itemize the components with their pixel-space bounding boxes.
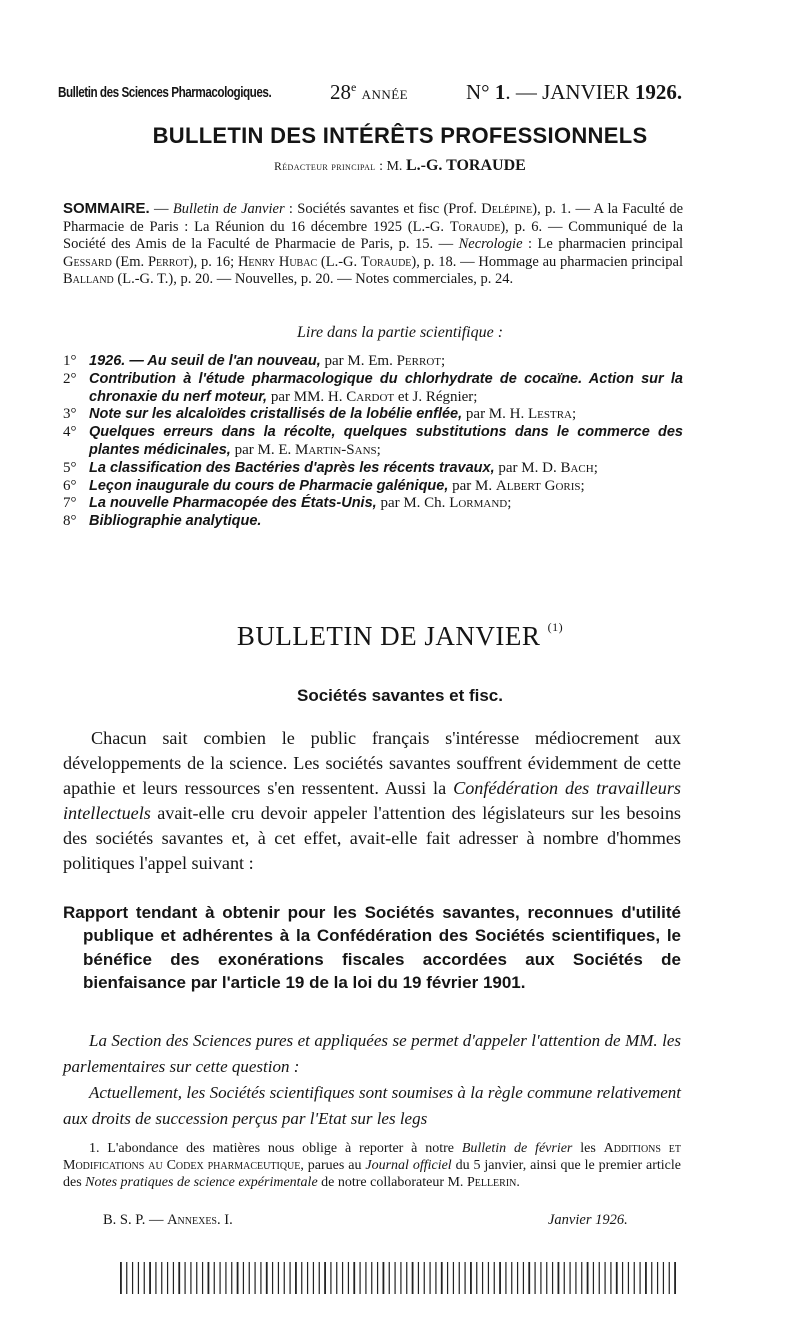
item-title: Quelques erreurs dans la récolte, quelques substitutions dans le commerce des plantes médicinales,: [89, 424, 683, 458]
footnote-text: de notre collaborateur M.: [317, 1175, 467, 1190]
barcode-bar: [173, 1262, 174, 1294]
barcode-bar: [214, 1262, 215, 1294]
footnote-smallcaps: Additions et Modifications au Codex pharmaceutique: [63, 1141, 682, 1173]
barcode-bar: [400, 1262, 401, 1294]
sommaire-author: Toraude: [449, 218, 501, 235]
sommaire-author: Perrot: [147, 253, 189, 270]
barcode-bar: [534, 1262, 535, 1294]
subsection-title: Sociétés savantes et fisc.: [296, 686, 503, 705]
barcode-bar: [476, 1262, 477, 1294]
sommaire-text: —: [149, 201, 173, 217]
sommaire-text: ), p. 6. — Communiqué de la Société des Amis de la Faculté de Pharmacie de Paris, p. 15. —: [63, 218, 683, 253]
paragraph-text: Chacun sait combien le public français s'intéresse médiocrement aux développements de la science. Les sociétés savantes souffrent évidemment de cette apathie et leurs ressources s'en ressentent. Aussi la: [63, 728, 681, 798]
item-title: Note sur les alcaloïdes cristallisés de la lobélie enflée,: [89, 406, 463, 423]
footnote-smallcaps: Pellerin: [466, 1175, 517, 1190]
barcode-bar: [260, 1262, 261, 1294]
issue-label: [466, 80, 682, 105]
barcode-bar: [359, 1262, 360, 1294]
barcode-bar: [663, 1262, 664, 1294]
barcode-bar: [488, 1262, 489, 1294]
barcode-bar: [435, 1262, 436, 1294]
footnote-text: 1. L'abondance des matières nous oblige à reporter à notre: [89, 1141, 462, 1156]
barcode-bar: [278, 1262, 279, 1294]
barcode-bar: [243, 1262, 244, 1294]
year-suffix: e: [351, 80, 357, 94]
item-end: ;: [441, 353, 446, 369]
editor-separator: : M.: [375, 159, 406, 174]
year-word: ANNÉE: [361, 87, 409, 102]
barcode-bar: [470, 1262, 472, 1294]
sommaire-author: Delépine: [481, 201, 533, 217]
item-byline: par M. Ch.: [376, 495, 450, 512]
barcode-bar: [353, 1262, 355, 1294]
barcode-bar: [249, 1262, 250, 1294]
section-title: [0, 620, 800, 652]
sommaire-text: : Sociétés savantes et fisc (Prof.: [284, 201, 482, 217]
barcode-bar: [657, 1262, 658, 1294]
barcode-bar: [406, 1262, 407, 1294]
barcode-bar: [418, 1262, 419, 1294]
barcode-bar: [284, 1262, 285, 1294]
barcode-bar: [599, 1262, 600, 1294]
barcode-bar: [482, 1262, 483, 1294]
barcode-bar: [272, 1262, 273, 1294]
item-byline: par MM. H.: [267, 388, 347, 405]
issue-number: 1: [494, 80, 506, 104]
footer-text: . I.: [217, 1212, 233, 1228]
barcode-bar: [651, 1262, 652, 1294]
item-title: La nouvelle Pharmacopée des États-Unis,: [89, 495, 377, 512]
year-number: 28: [330, 80, 351, 104]
sommaire-text: ), p. 1. — A la Faculté de Pharmacie de Paris : La Réunion du 16 décembre 1925 (L.-G.: [63, 201, 684, 235]
editor-line: [0, 157, 800, 175]
barcode-bar: [587, 1262, 589, 1294]
sommaire-text: (L.-G. T.), p. 20. — Nouvelles, p. 20. — Notes commerciales, p. 24.: [113, 271, 514, 288]
item-number: 4°: [63, 424, 77, 441]
issue-date: . — JANVIER: [505, 80, 635, 104]
sommaire-text: : Le pharmacien principal: [522, 236, 683, 253]
list-item: [63, 460, 683, 478]
barcode-bar: [202, 1262, 203, 1294]
barcode-bar: [593, 1262, 594, 1294]
sommaire-text: ), p. 16;: [188, 253, 238, 270]
list-item: [63, 424, 683, 460]
item-author: Lestra: [527, 406, 572, 423]
item-byline: par M.: [448, 477, 496, 494]
barcode-bar: [348, 1262, 349, 1294]
item-title: La classification des Bactéries d'après les récents travaux,: [89, 459, 495, 476]
editor-name: L.-G. TORAUDE: [405, 157, 526, 174]
barcode-bar: [295, 1262, 297, 1294]
barcode-bar: [441, 1262, 443, 1294]
barcode-bar: [575, 1262, 576, 1294]
item-end: ;: [376, 441, 381, 458]
barcode-bar: [144, 1262, 145, 1294]
footnote-text: .: [516, 1175, 520, 1190]
barcode-bar: [138, 1262, 139, 1294]
item-author: Bach: [560, 459, 594, 476]
item-number: 6°: [63, 477, 77, 494]
item-number: 3°: [63, 406, 77, 423]
barcode-bar: [313, 1262, 314, 1294]
sommaire-italic: Necrologie: [458, 236, 523, 253]
list-item: [63, 513, 683, 531]
barcode-bar: [132, 1262, 133, 1294]
barcode-bar: [371, 1262, 372, 1294]
item-title: 1926. — Au seuil de l'an nouveau,: [89, 353, 321, 369]
footnote-text: du 5 janvier, ainsi que le premier article des: [63, 1158, 681, 1190]
list-item: [63, 371, 683, 407]
item-number: 5°: [63, 459, 77, 476]
item-byline: par M. E.: [230, 441, 295, 458]
item-title: Contribution à l'étude pharmacologique du chlorhydrate de cocaïne. Action sur la chronaxie du nerf moteur,: [89, 370, 683, 405]
barcode-bar: [196, 1262, 197, 1294]
page-footer-right: Janvier 1926.: [548, 1212, 628, 1228]
barcode-bar: [558, 1262, 560, 1294]
barcode-bar: [301, 1262, 302, 1294]
item-number: 1°: [63, 353, 77, 369]
item-end: ;: [571, 406, 577, 423]
footnote-italic: Bulletin de février: [461, 1141, 573, 1156]
barcode-bar: [225, 1262, 226, 1294]
item-number: 8°: [63, 513, 77, 530]
footnote-text: les: [572, 1141, 604, 1156]
barcode-bar: [540, 1262, 541, 1294]
footnote-italic: Journal officiel: [365, 1158, 452, 1173]
list-item: [63, 478, 683, 496]
body-paragraph: [63, 726, 681, 876]
item-end: ;: [507, 495, 512, 512]
footer-smallcaps: Annexes: [167, 1212, 217, 1228]
barcode-bar: [447, 1262, 448, 1294]
page-footer-left: [103, 1212, 233, 1229]
barcode-bar: [219, 1262, 220, 1294]
barcode-bar: [394, 1262, 395, 1294]
barcode-bar: [511, 1262, 512, 1294]
journal-running-title: Bulletin des Sciences Pharmacologiques.: [58, 84, 272, 101]
item-end: ;: [580, 477, 585, 494]
sommaire: [63, 200, 683, 289]
issue-year: 1926.: [634, 80, 683, 104]
barcode-bar: [639, 1262, 640, 1294]
item-number: 2°: [63, 370, 77, 387]
item-author: Martin-Sans: [295, 441, 377, 458]
sommaire-text: (L.-G.: [317, 253, 361, 270]
item-byline: par M. Em.: [320, 353, 397, 369]
barcode-bar: [126, 1262, 127, 1294]
paragraph-text: , les Sociétés scientifiques sont soumises à la règle commune relativement aux droits de succession perçus par l'Etat sur les legs: [63, 1083, 681, 1128]
item-author: Albert Goris: [495, 477, 581, 494]
barcode-bar: [616, 1262, 618, 1294]
barcode-bar: [528, 1262, 530, 1294]
rapport-heading: Rapport tendant à obtenir pour les Sociétés savantes, reconnues d'utilité publique et adhérentes à la Confédération des Sociétés scientifiques, le bénéfice des exonérations fiscales accordées aux Sociétés de bienfaisance par l'article 19 de la loi du 19 février 1901.: [63, 903, 681, 993]
barcode-bar: [389, 1262, 390, 1294]
barcode-bar: [336, 1262, 337, 1294]
barcode-bar: [494, 1262, 495, 1294]
sommaire-italic: Bulletin de Janvier: [172, 201, 285, 217]
barcode-bar: [552, 1262, 553, 1294]
item-byline: par M. H.: [462, 406, 528, 423]
barcode-bar: [669, 1262, 670, 1294]
barcode-bar: [628, 1262, 629, 1294]
footnote: [63, 1140, 681, 1191]
barcode-bar: [184, 1262, 185, 1294]
item-title: Bibliographie analytique.: [89, 513, 262, 530]
barcode-bar: [464, 1262, 465, 1294]
barcode-bar: [307, 1262, 308, 1294]
paragraph-text: La Section des Sciences pures et appliquées se permet d'appeler l'attention de MM. les parlementaires sur cette question :: [63, 1031, 681, 1076]
barcode-bar: [319, 1262, 320, 1294]
barcode-bar: [505, 1262, 506, 1294]
italic-paragraph: [63, 1028, 681, 1132]
sommaire-text: (Em.: [111, 253, 148, 270]
sommaire-author: Henry Hubac: [237, 253, 318, 270]
barcode-bar: [412, 1262, 414, 1294]
barcode-bar: [424, 1262, 425, 1294]
item-byline: par M. D.: [494, 459, 561, 476]
page-title: BULLETIN DES INTÉRÊTS PROFESSIONNELS: [152, 123, 648, 148]
year-label: [330, 80, 408, 105]
barcode-bar: [610, 1262, 611, 1294]
barcode-bar: [254, 1262, 255, 1294]
item-title: Leçon inaugurale du cours de Pharmacie galénique,: [89, 477, 449, 494]
barcode-bar: [453, 1262, 454, 1294]
item-author: Cardot: [346, 388, 395, 405]
sommaire-author: Toraude: [360, 253, 412, 270]
barcode-bar: [523, 1262, 524, 1294]
barcode-bar: [604, 1262, 605, 1294]
barcode-graphic: [118, 1262, 678, 1294]
list-item: [63, 353, 683, 371]
barcode-bar: [208, 1262, 210, 1294]
item-author: Perrot: [396, 353, 441, 369]
barcode-bar: [178, 1262, 180, 1294]
barcode-bar: [645, 1262, 647, 1294]
footnote-italic: Notes pratiques de science expérimentale: [85, 1175, 318, 1190]
footer-text: B. S. P. —: [103, 1212, 168, 1228]
barcode-bar: [365, 1262, 366, 1294]
barcode-bar: [546, 1262, 547, 1294]
list-item: [63, 495, 683, 513]
paragraph-text: avait-elle cru devoir appeler l'attention des législateurs sur les besoins des sociétés savantes et, à cet effet, avait-elle fait adresser à nombre d'hommes politiques l'appel suivant :: [63, 803, 681, 873]
sommaire-author: Gessard: [63, 253, 112, 270]
barcode-bar: [190, 1262, 191, 1294]
barcode-bar: [581, 1262, 582, 1294]
list-item: [63, 406, 683, 424]
barcode-bar: [330, 1262, 331, 1294]
sommaire-label: SOMMAIRE.: [63, 200, 150, 217]
barcode-bar: [383, 1262, 385, 1294]
barcode-bar: [167, 1262, 168, 1294]
barcode-bar: [377, 1262, 378, 1294]
barcode-bar: [564, 1262, 565, 1294]
barcode-bar: [289, 1262, 290, 1294]
sommaire-text: ), p. 18. — Hommage au pharmacien principal: [411, 253, 683, 270]
scientific-article-list: [63, 353, 683, 531]
barcode-bar: [622, 1262, 623, 1294]
barcode-bar: [324, 1262, 326, 1294]
item-end: et J. Régnier;: [394, 388, 478, 405]
barcode-bar: [231, 1262, 232, 1294]
footnote-text: , parues au: [300, 1158, 366, 1173]
barcode-bar: [499, 1262, 501, 1294]
sommaire-author: Balland: [63, 271, 114, 288]
section-title-text: BULLETIN DE JANVIER: [236, 621, 541, 651]
paragraph-text: Actuellement: [89, 1083, 178, 1102]
item-number: 7°: [63, 495, 77, 512]
barcode-bar: [266, 1262, 268, 1294]
barcode-bar: [674, 1262, 676, 1294]
barcode-bar: [429, 1262, 430, 1294]
barcode-bar: [634, 1262, 635, 1294]
scientific-part-heading: Lire dans la partie scientifique :: [296, 324, 504, 341]
barcode-bar: [237, 1262, 239, 1294]
barcode-bar: [161, 1262, 162, 1294]
barcode-bar: [459, 1262, 460, 1294]
issue-prefix: N°: [466, 80, 495, 104]
barcode-bar: [149, 1262, 151, 1294]
barcode-bar: [569, 1262, 570, 1294]
barcode-bar: [517, 1262, 518, 1294]
barcode-bar: [120, 1262, 122, 1294]
paragraph-italic: Confédération des travailleurs intellectuels: [63, 778, 681, 823]
footnote-marker: (1): [547, 620, 564, 634]
barcode-bar: [155, 1262, 156, 1294]
item-author: Lormand: [449, 495, 508, 512]
item-end: ;: [593, 459, 598, 476]
editor-role: Rédacteur principal: [274, 161, 376, 173]
barcode-bar: [342, 1262, 343, 1294]
